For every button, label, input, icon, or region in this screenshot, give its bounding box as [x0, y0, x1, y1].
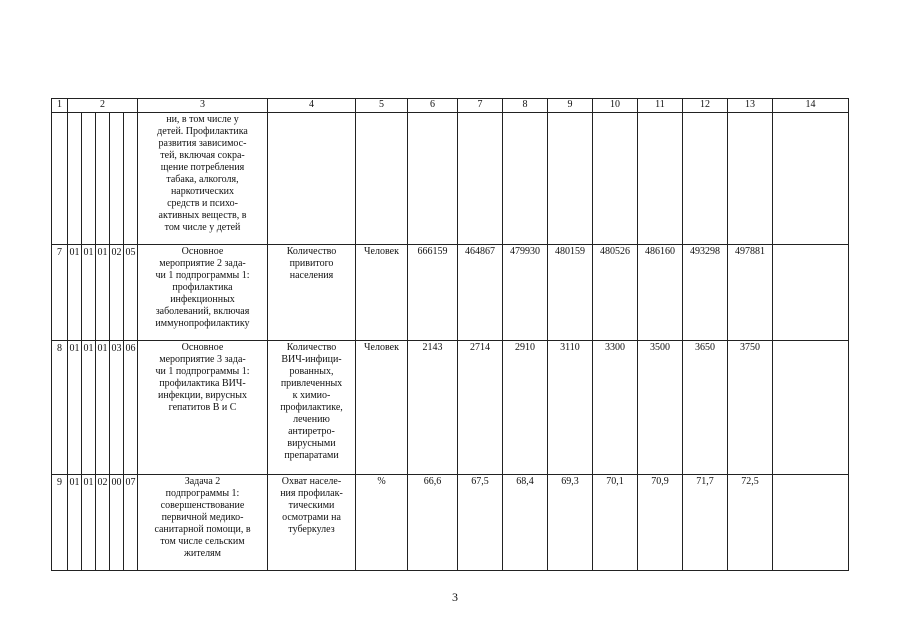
header-cell: 9: [548, 99, 593, 113]
row-number: 7: [52, 245, 68, 341]
value-cell: 480526: [593, 245, 638, 341]
value-cell: 464867: [458, 245, 503, 341]
table-row: [52, 245, 849, 341]
header-cell: 6: [408, 99, 458, 113]
code-cell: 01: [96, 245, 110, 341]
value-cell: 68,4: [503, 475, 548, 571]
header-row: [52, 99, 849, 113]
value-cell: [593, 113, 638, 245]
header-cell: 5: [356, 99, 408, 113]
row-number: 9: [52, 475, 68, 571]
value-cell: 497881: [728, 245, 773, 341]
code-cell: 01: [68, 341, 82, 475]
value-cell: 3110: [548, 341, 593, 475]
code-cell: 01: [68, 475, 82, 571]
code-cell: [68, 113, 82, 245]
code-cell: [82, 113, 96, 245]
header-cell: 1: [52, 99, 68, 113]
header-cell: 11: [638, 99, 683, 113]
header-cell: 4: [268, 99, 356, 113]
indicator-name: Количество привитого населения: [268, 245, 356, 341]
code-cell: 02: [96, 475, 110, 571]
unit-cell: %: [356, 475, 408, 571]
code-cell: 01: [82, 341, 96, 475]
table-row: [52, 475, 849, 571]
header-cell: 8: [503, 99, 548, 113]
value-cell: [638, 113, 683, 245]
value-cell: 66,6: [408, 475, 458, 571]
value-cell: 67,5: [458, 475, 503, 571]
value-cell: [683, 113, 728, 245]
value-cell: 486160: [638, 245, 683, 341]
indicator-name: Охват населе- ния профилак- тическими осмотрами на туберкулез: [268, 475, 356, 571]
value-cell: 666159: [408, 245, 458, 341]
code-cell: 01: [96, 341, 110, 475]
note-cell: [773, 113, 849, 245]
code-cell: 07: [124, 475, 138, 571]
value-cell: 69,3: [548, 475, 593, 571]
value-cell: 3300: [593, 341, 638, 475]
value-cell: [728, 113, 773, 245]
value-cell: [503, 113, 548, 245]
table-row: [52, 113, 849, 245]
table-row: [52, 341, 849, 475]
note-cell: [773, 245, 849, 341]
code-cell: 06: [124, 341, 138, 475]
activity-name: Основное мероприятие 2 зада- чи 1 подпрограммы 1: профилактика инфекционных заболеваний, включая иммунопрофилактику: [138, 245, 268, 341]
row-number: [52, 113, 68, 245]
header-cell: 2: [68, 99, 138, 113]
page-number: 3: [452, 590, 458, 604]
code-cell: 01: [82, 475, 96, 571]
value-cell: 480159: [548, 245, 593, 341]
indicator-name: Количество ВИЧ-инфици- рованных, привлеченных к химио- профилактике, лечению антиретро- вирусными препаратами: [268, 341, 356, 475]
value-cell: 72,5: [728, 475, 773, 571]
header-cell: 10: [593, 99, 638, 113]
value-cell: 2910: [503, 341, 548, 475]
value-cell: 2714: [458, 341, 503, 475]
code-cell: 05: [124, 245, 138, 341]
header-cell: 13: [728, 99, 773, 113]
code-cell: [110, 113, 124, 245]
code-cell: 02: [110, 245, 124, 341]
value-cell: 479930: [503, 245, 548, 341]
code-cell: 03: [110, 341, 124, 475]
value-cell: [408, 113, 458, 245]
indicator-name: [268, 113, 356, 245]
code-cell: 00: [110, 475, 124, 571]
value-cell: 2143: [408, 341, 458, 475]
code-cell: 01: [68, 245, 82, 341]
value-cell: 3650: [683, 341, 728, 475]
header-cell: 14: [773, 99, 849, 113]
indicators-table: [51, 98, 849, 571]
value-cell: 70,9: [638, 475, 683, 571]
value-cell: [458, 113, 503, 245]
code-cell: 01: [82, 245, 96, 341]
row-number: 8: [52, 341, 68, 475]
note-cell: [773, 475, 849, 571]
header-cell: 7: [458, 99, 503, 113]
header-cell: 12: [683, 99, 728, 113]
activity-name: Задача 2 подпрограммы 1: совершенствование первичной медико- санитарной помощи, в том числе сельским жителям: [138, 475, 268, 571]
unit-cell: Человек: [356, 245, 408, 341]
activity-name: Основное мероприятие 3 зада- чи 1 подпрограммы 1: профилактика ВИЧ- инфекции, вирусных гепатитов В и С: [138, 341, 268, 475]
code-cell: [124, 113, 138, 245]
value-cell: 3500: [638, 341, 683, 475]
header-cell: 3: [138, 99, 268, 113]
value-cell: 493298: [683, 245, 728, 341]
value-cell: [548, 113, 593, 245]
note-cell: [773, 341, 849, 475]
value-cell: 3750: [728, 341, 773, 475]
unit-cell: Человек: [356, 341, 408, 475]
unit-cell: [356, 113, 408, 245]
value-cell: 71,7: [683, 475, 728, 571]
value-cell: 70,1: [593, 475, 638, 571]
activity-name: ни, в том числе у детей. Профилактика развития зависимос- тей, включая сокра- щение потребления табака, алкоголя, наркотических средств и психо- активных веществ, в том числе у детей: [138, 113, 268, 245]
code-cell: [96, 113, 110, 245]
